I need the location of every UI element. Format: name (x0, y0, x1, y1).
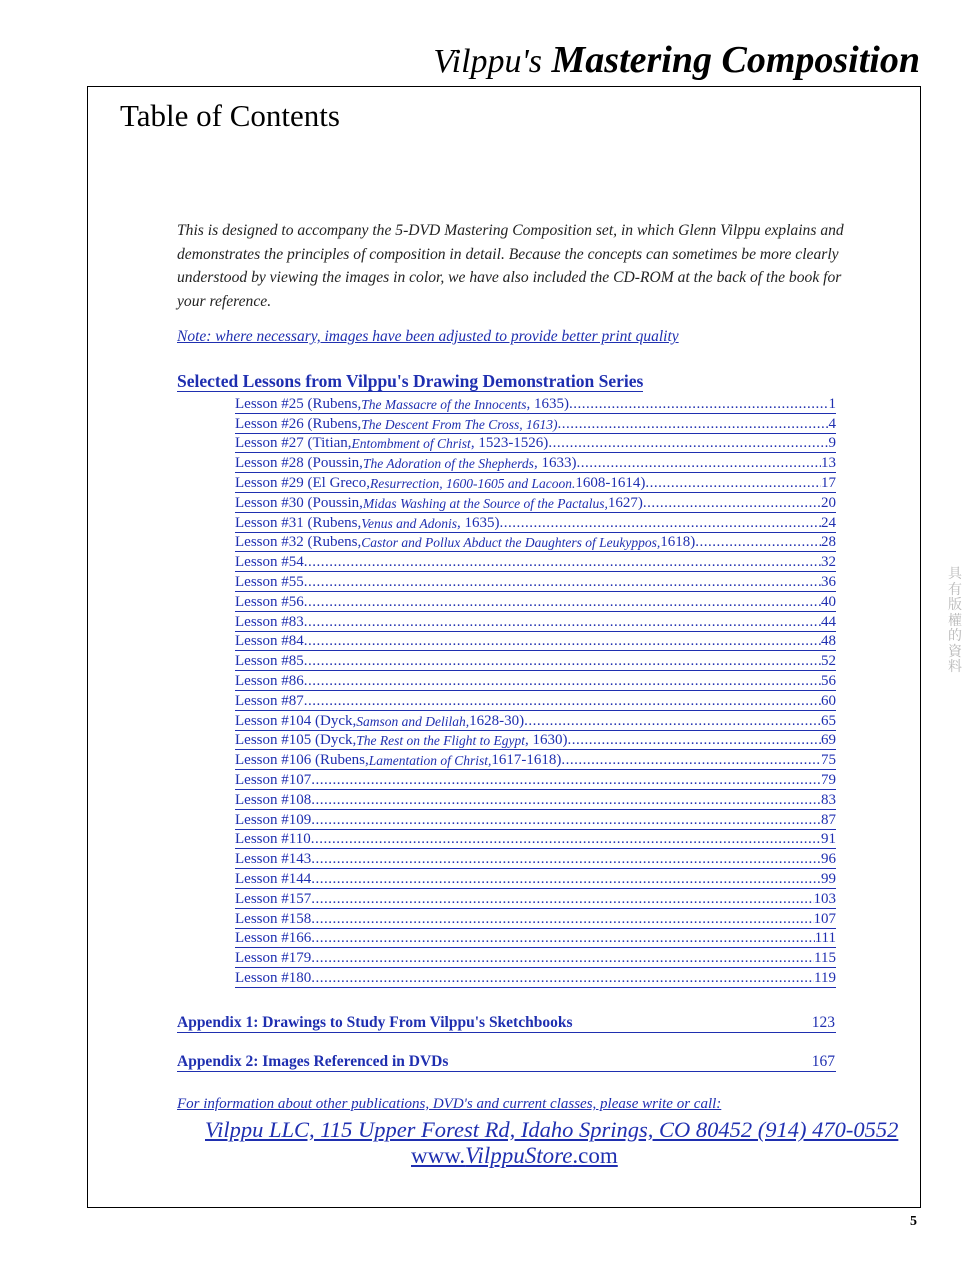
lesson-page-number: 87 (821, 811, 836, 828)
lesson-date: , 1633) (533, 455, 577, 472)
dot-leader (311, 930, 814, 947)
book-title (433, 38, 920, 82)
lesson-page-number: 9 (828, 435, 836, 452)
lesson-date: 1627) (607, 494, 643, 511)
lesson-link[interactable] (235, 453, 836, 473)
dot-leader (304, 614, 821, 631)
dot-leader (304, 594, 821, 611)
lesson-label: Lesson #144 (235, 870, 312, 887)
lesson-date: , 1635) (526, 395, 569, 412)
lesson-page-number: 44 (821, 613, 836, 630)
lesson-date: 1628-30) (469, 712, 525, 729)
website-link[interactable] (411, 1143, 618, 1169)
lesson-link[interactable] (235, 552, 836, 572)
dot-leader (311, 911, 813, 928)
lesson-label: Lesson #31 (Rubens, (235, 514, 362, 531)
dot-leader (643, 495, 821, 512)
dot-leader (311, 792, 821, 809)
lesson-artwork-title: The Adoration of the Shepherds (362, 456, 534, 472)
lesson-artwork-title: Midas Washing at the Source of the Pactalus, (362, 495, 608, 511)
lesson-link[interactable] (235, 533, 836, 553)
lesson-link[interactable] (235, 711, 836, 731)
lesson-link[interactable] (235, 770, 836, 790)
lesson-page-number: 28 (821, 534, 836, 551)
dot-leader (567, 732, 821, 749)
lesson-link[interactable] (235, 434, 836, 454)
lesson-link[interactable] (235, 830, 836, 850)
lesson-link[interactable] (235, 750, 836, 770)
lesson-link[interactable] (235, 889, 836, 909)
lesson-page-number: 40 (821, 593, 836, 610)
lesson-page-number: 119 (814, 969, 836, 986)
lesson-label: Lesson #166 (235, 930, 312, 947)
lesson-link[interactable] (235, 572, 836, 592)
lesson-label: Lesson #86 (235, 672, 304, 689)
dot-leader (311, 831, 821, 848)
lesson-page-number: 99 (821, 870, 836, 887)
lesson-link[interactable] (235, 414, 836, 434)
lesson-label: Lesson #54 (235, 554, 304, 571)
lesson-label: Lesson #157 (235, 890, 312, 907)
dot-leader (645, 475, 821, 492)
lesson-label: Lesson #143 (235, 851, 312, 868)
lesson-page-number: 60 (821, 692, 836, 709)
lesson-label: Lesson #179 (235, 950, 312, 967)
lesson-link[interactable] (235, 651, 836, 671)
dot-leader (311, 871, 821, 888)
lesson-page-number: 20 (821, 494, 836, 511)
lesson-label: Lesson #109 (235, 811, 312, 828)
appendix-page-number: 167 (811, 1053, 835, 1070)
lesson-page-number: 91 (821, 831, 836, 848)
dot-leader (304, 633, 821, 650)
lesson-label: Lesson #180 (235, 969, 312, 986)
lesson-date: 1608-1614) (575, 474, 646, 491)
lesson-link[interactable] (235, 473, 836, 493)
dot-leader (524, 713, 821, 730)
lesson-label: Lesson #27 (Titian, (235, 435, 352, 452)
lesson-link[interactable] (235, 691, 836, 711)
lesson-page-number: 48 (821, 633, 836, 650)
lesson-artwork-title: Lamentation of Christ, (368, 753, 492, 769)
book-title-author: Vilppu's (433, 43, 543, 80)
lesson-date: 1617-1618) (491, 752, 562, 769)
dot-leader (576, 455, 821, 472)
lesson-label: Lesson #87 (235, 692, 304, 709)
lesson-page-number: 52 (821, 653, 836, 670)
dot-leader (311, 950, 814, 967)
contact-info-link[interactable]: For information about other publications, DVD's and current classes, please write or call: (177, 1096, 722, 1112)
website-brand: VilppuStore (465, 1143, 573, 1168)
lesson-link[interactable] (235, 592, 836, 612)
lesson-label: Lesson #28 (Poussin, (235, 455, 363, 472)
lesson-page-number: 111 (814, 930, 836, 947)
lesson-link[interactable] (235, 869, 836, 889)
lesson-artwork-title: Samson and Delilah, (356, 713, 470, 729)
dot-leader (311, 970, 814, 987)
lesson-link[interactable] (235, 968, 836, 988)
dot-leader (561, 752, 821, 769)
lesson-artwork-title: Venus and Adonis (361, 515, 458, 531)
lesson-page-number: 79 (821, 771, 836, 788)
dot-leader (311, 812, 821, 829)
lesson-label: Lesson #104 (Dyck, (235, 712, 357, 729)
lesson-label: Lesson #25 (Rubens, (235, 395, 362, 412)
dot-leader (548, 435, 828, 452)
lesson-page-number: 56 (821, 672, 836, 689)
lesson-page-number: 75 (821, 752, 836, 769)
lesson-label: Lesson #106 (Rubens, (235, 752, 369, 769)
lesson-link[interactable] (235, 810, 836, 830)
lesson-link[interactable] (235, 612, 836, 632)
lesson-label: Lesson #85 (235, 653, 304, 670)
website-prefix: www. (411, 1143, 466, 1168)
appendix-1-link[interactable] (177, 1013, 836, 1033)
lesson-date: , 1523-1526) (470, 435, 549, 452)
lesson-link[interactable] (235, 790, 836, 810)
section-heading-link[interactable]: Selected Lessons from Vilppu's Drawing Demonstration Series (177, 371, 644, 391)
lesson-artwork-title: Castor and Pollux Abduct the Daughters of Leukyppos, (361, 535, 661, 551)
dot-leader (311, 851, 821, 868)
lesson-label: Lesson #30 (Poussin, (235, 494, 363, 511)
dot-leader (311, 772, 821, 789)
page-title: Table of Contents (120, 98, 340, 133)
lesson-date: , 1630) (524, 732, 568, 749)
dot-leader (311, 891, 813, 908)
lesson-link[interactable] (235, 849, 836, 869)
lesson-label: Lesson #108 (235, 791, 312, 808)
lesson-link[interactable] (235, 493, 836, 513)
copyright-watermark: 具有版權的資料 (948, 566, 962, 675)
lesson-artwork-title: The Massacre of the Innocents (361, 396, 527, 412)
lesson-link[interactable] (235, 909, 836, 929)
lesson-label: Lesson #26 (Rubens, (235, 415, 362, 432)
lesson-page-number: 96 (821, 851, 836, 868)
dot-leader (695, 534, 821, 551)
lesson-page-number: 32 (821, 554, 836, 571)
lesson-label: Lesson #29 (El Greco, (235, 474, 370, 491)
lesson-link[interactable] (235, 731, 836, 751)
lesson-label: Lesson #158 (235, 910, 312, 927)
dot-leader (304, 653, 821, 670)
lesson-label: Lesson #105 (Dyck, (235, 732, 357, 749)
lesson-label: Lesson #110 (235, 831, 311, 848)
lesson-link[interactable] (235, 671, 836, 691)
lesson-date: 1618) (660, 534, 696, 551)
lesson-page-number: 17 (821, 474, 836, 491)
lesson-label: Lesson #56 (235, 593, 304, 610)
lesson-page-number: 1 (828, 395, 836, 412)
appendix-label: Appendix 1: Drawings to Study From Vilppu's Sketchbooks (177, 1014, 573, 1031)
lesson-link[interactable] (235, 929, 836, 949)
lesson-link[interactable] (235, 632, 836, 652)
lesson-page-number: 69 (821, 732, 836, 749)
lesson-page-number: 107 (813, 910, 836, 927)
lesson-list (235, 394, 836, 988)
lesson-label: Lesson #55 (235, 573, 304, 590)
dot-leader (500, 515, 821, 532)
lesson-page-number: 4 (828, 415, 836, 432)
address-link[interactable]: Vilppu LLC, 115 Upper Forest Rd, Idaho Springs, CO 80452 (914) 470-0552 (205, 1117, 899, 1142)
book-title-main: Mastering Composition (551, 39, 920, 81)
lesson-artwork-title: The Rest on the Flight to Egypt (356, 733, 525, 749)
lesson-page-number: 83 (821, 791, 836, 808)
dot-leader (304, 693, 821, 710)
appendix-page-number: 123 (811, 1014, 835, 1031)
lesson-page-number: 65 (821, 712, 836, 729)
lesson-label: Lesson #84 (235, 633, 304, 650)
lesson-artwork-title: The Descent From The Cross, 1613) (361, 416, 558, 432)
lesson-page-number: 24 (821, 514, 836, 531)
lesson-label: Lesson #107 (235, 771, 312, 788)
print-quality-note-link[interactable]: Note: where necessary, images have been adjusted to provide better print quality (177, 328, 679, 345)
lesson-label: Lesson #83 (235, 613, 304, 630)
dot-leader (558, 416, 829, 433)
lesson-page-number: 115 (814, 950, 836, 967)
lesson-link[interactable] (235, 513, 836, 533)
lesson-label: Lesson #32 (Rubens, (235, 534, 362, 551)
lesson-date: , 1635) (457, 514, 500, 531)
lesson-page-number: 13 (821, 455, 836, 472)
dot-leader (569, 396, 829, 413)
lesson-link[interactable] (235, 394, 836, 414)
intro-paragraph: This is designed to accompany the 5-DVD Mastering Composition set, in which Glenn Vilppu explains and demonstrates the principles of composition in detail. Because the concepts can sometimes be more clearly understood by viewing the images in color, we have also included the CD-ROM at the back of the book for your reference. (177, 222, 844, 310)
appendix-label: Appendix 2: Images Referenced in DVDs (177, 1053, 449, 1070)
lesson-artwork-title: Entombment of Christ (351, 436, 471, 452)
appendix-2-link[interactable] (177, 1052, 836, 1072)
lesson-page-number: 36 (821, 573, 836, 590)
lesson-link[interactable] (235, 948, 836, 968)
lesson-page-number: 103 (813, 890, 836, 907)
lesson-artwork-title: Resurrection, 1600-1605 and Lacoon. (369, 475, 576, 491)
website-suffix: .com (572, 1143, 618, 1168)
page-number: 5 (910, 1214, 917, 1229)
dot-leader (304, 574, 821, 591)
dot-leader (304, 673, 821, 690)
dot-leader (304, 554, 821, 571)
